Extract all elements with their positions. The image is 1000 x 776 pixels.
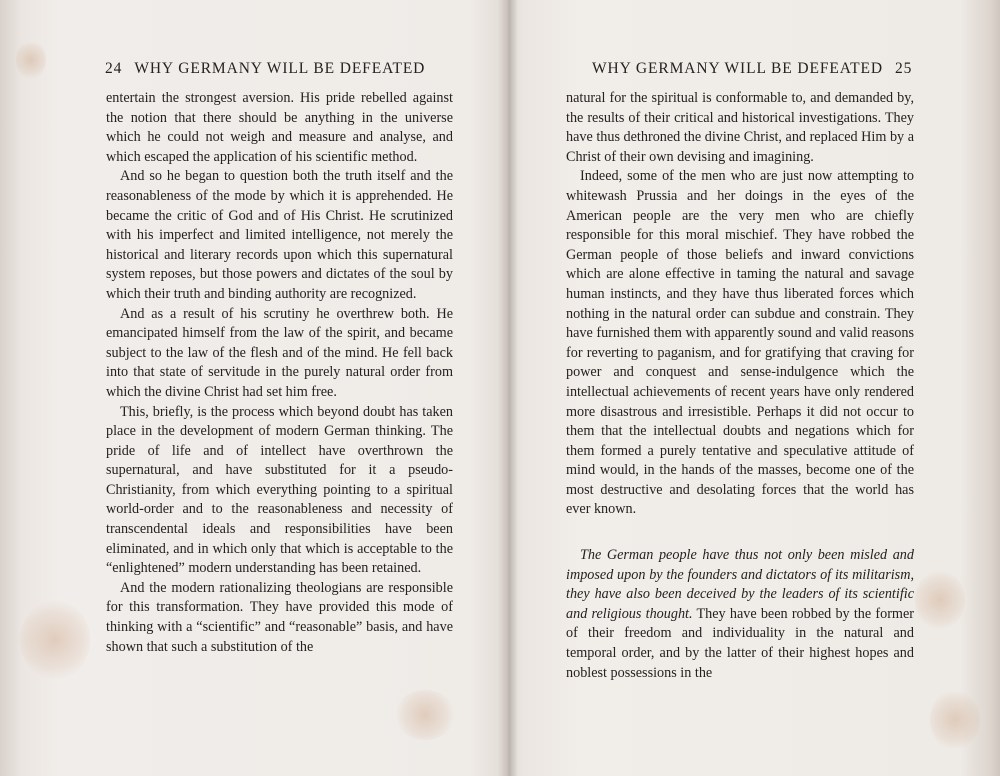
right-page <box>512 0 1000 776</box>
italic-passage: The German people have thus not only been misled and imposed upon by the founders and dictators of its militarism, they have also been deceived by the leaders of its scientific and religious thought. <box>566 547 914 622</box>
paragraph: natural for the spiritual is conformable to, and demanded by, the results of their critical and historical investigations. They have thus dethroned the divine Christ, and replaced Him by a Christ of their own devising and imagining. <box>566 90 914 165</box>
page-number: 25 <box>894 60 913 77</box>
closing-paragraph <box>566 546 914 683</box>
paragraph: And as a result of his scrutiny he overthrew both. He emancipated himself from the law of the spirit, and became subject to the law of the flesh and of the mind. He fell back into that state of servitude in the purely natural order from which the divine Christ had set him free. <box>106 305 453 400</box>
paragraph-continuation: They have been robbed by the former of their freedom and individuality in the natural and temporal order, and by the latter of their highest hopes and noblest possessions in the <box>566 605 914 681</box>
paragraph: And so he began to question both the truth itself and the reasonableness of the mode by which it is apprehended. He became the critic of God and of His Christ. He scrutinized with his imperfect and limited intelligence, not merely the historical and literary records upon which this supernatural system reposes, but those powers and dictates of the soul by which their truth and binding authority are recognized. <box>106 168 453 302</box>
paragraph: And the modern rationalizing theologians are responsible for this transformation. They have provided this mode of thinking with a “scientific” and “reasonable” basis, and have shown that such a substitution of the <box>106 579 453 655</box>
right-body-text <box>566 89 914 683</box>
right-running-head <box>592 60 912 78</box>
left-body-text <box>106 89 453 657</box>
running-head-title: WHY GERMANY WILL BE DEFEATED <box>134 60 426 77</box>
page-number: 24 <box>105 60 123 77</box>
paragraph: This, briefly, is the process which beyond doubt has taken place in the development of modern German thinking. The pride of life and of intellect have overthrown the supernatural, and have substituted for it a pseudo-Christianity, from which everything pointing to a spiritual world-order and to the reasonableness and necessity of transcendental ideals and responsibilities have been eliminated, and in which only that which is acceptable to the “enlightened” modern understanding has been retained. <box>106 403 453 577</box>
running-head-title: WHY GERMANY WILL BE DEFEATED <box>592 60 883 77</box>
paragraph: entertain the strongest aversion. His pride rebelled against the notion that there should be anything in the universe which he could not weigh and measure and analyse, and which escaped the application of his scientific method. <box>106 90 453 165</box>
left-running-head <box>105 60 425 78</box>
paragraph: Indeed, some of the men who are just now attempting to whitewash Prussia and her doings in the eyes of the American people are the very men who are chiefly responsible for this moral mischief. They have robbed the German people of those beliefs and inward convictions which are alone effective in taming the natural and savage human instincts, and they have thus liberated forces which nothing in the natural order can subdue and constrain. They have furnished them with apparently sound and valid reasons for reverting to paganism, and for gratifying that craving for power and conquest and sense-indulgence which the intellectual achievements of recent years have only rendered more disastrous and irresistible. Perhaps it did not occur to them that the intellectual doubts and negations which for them formed a purely tentative and speculative attitude of mind would, in the hands of the masses, become one of the most destructive and desolating forces that the world has ever known. <box>566 168 914 518</box>
